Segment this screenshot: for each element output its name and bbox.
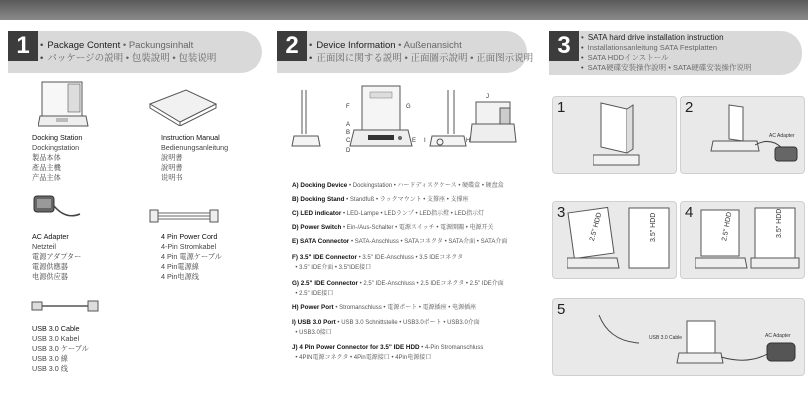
install-step-2 bbox=[680, 96, 805, 174]
usb-cable-label: USB 3.0 Cable USB 3.0 Kabel USB 3.0 ケーブル USB 3.0 線 USB 3.0 线 bbox=[32, 324, 89, 373]
diagram-label-i: I bbox=[424, 138, 426, 144]
diagram-label-f: F bbox=[346, 104, 350, 110]
docking-station-label: Docking Station Dockingstation 製品本体 產品主機 产品主体 bbox=[32, 133, 83, 182]
step-4-hdd-label-2: 3.5" HDD bbox=[776, 208, 783, 238]
device-item-i: I) USB 3.0 Port • USB 3.0 Schnittstelle • USB3.0ポート • USB3.0介面 • USB3.0接口 bbox=[292, 319, 480, 336]
section-1-number: 1 bbox=[8, 31, 38, 61]
step-3-hdd-label: 2.5" HDD bbox=[588, 211, 604, 242]
device-item-c: C) LED indicator • LED-Lampe • LEDランプ • LED指示燈 • LED指示灯 bbox=[292, 210, 485, 217]
usb-cable-illustration bbox=[30, 298, 100, 314]
device-diagram bbox=[288, 82, 528, 164]
section-1-subtitle: • パッケージの説明 • 包裝說明 • 包装说明 bbox=[40, 53, 216, 65]
device-item-b: B) Docking Stand • Standfuß • ラックマウント • 支撐座 • 支撑座 bbox=[292, 196, 469, 203]
instruction-manual-illustration bbox=[148, 88, 218, 126]
step-4-hdd-label: 2.5" HDD bbox=[721, 211, 734, 242]
ac-adapter-label: AC Adapter Netzteil 電源アダプター 電源供應器 电源供应器 bbox=[32, 232, 82, 281]
section-3-sub-jp: • SATA HDDインストール bbox=[581, 53, 669, 63]
device-item-g: G) 2.5" IDE Connector • 2.5" IDE-Anschluss • 2.5 IDEコネクタ • 2.5" IDE介面 • 2.5" IDE接口 bbox=[292, 280, 504, 297]
step-4-illustration bbox=[695, 206, 801, 276]
step-5-ac-adapter-label: AC Adapter bbox=[765, 333, 791, 339]
device-item-h: H) Power Port • Stromanschluss • 電源ポート • 電源插座 • 电源插座 bbox=[292, 304, 477, 311]
diagram-label-b: B bbox=[346, 130, 351, 136]
section-3-title: • SATA hard drive installation instruction bbox=[581, 33, 724, 43]
step-1-number: 1 bbox=[557, 99, 566, 116]
section-2-header bbox=[277, 31, 534, 73]
step-2-illustration bbox=[699, 101, 803, 171]
diagram-label-h: H bbox=[466, 138, 471, 144]
step-5-illustration bbox=[579, 301, 803, 373]
diagram-label-g: G bbox=[406, 104, 411, 110]
diagram-label-e: E bbox=[412, 138, 417, 144]
install-step-4 bbox=[680, 201, 805, 279]
step-1-illustration bbox=[593, 101, 641, 169]
section-1-header bbox=[8, 31, 262, 73]
section-1-title: • Package Content • Packungsinhalt bbox=[40, 40, 193, 52]
diagram-label-c: C bbox=[346, 138, 351, 144]
install-step-1 bbox=[552, 96, 677, 174]
step-2-number: 2 bbox=[685, 99, 694, 116]
section-2-subtitle: • 正面図に関する説明 • 正面圖示說明 • 正面图示说明 bbox=[309, 53, 533, 65]
install-step-3 bbox=[552, 201, 677, 279]
device-item-a: A) Docking Device • Dockingstation • ハードディスクケース • 硬碟盒 • 硬盘盒 bbox=[292, 182, 504, 189]
docking-station-illustration bbox=[38, 80, 92, 132]
ac-adapter-illustration bbox=[32, 192, 82, 226]
step-5-usb-cable-label: USB 3.0 Cable bbox=[649, 335, 683, 341]
power-cord-label: 4 Pin Power Cord 4-Pin Stromkabel 4 Pin 電源ケーブル 4 Pin電源線 4 Pin电源线 bbox=[161, 232, 222, 281]
diagram-label-d: D bbox=[346, 148, 351, 154]
device-item-j: J) 4 Pin Power Connector for 3.5" IDE HDD • 4-Pin Stromanschluss • 4PIN電源コネクタ • 4Pin電源接口 • 4Pin电源接口 bbox=[292, 344, 484, 361]
diagram-label-a: A bbox=[346, 122, 351, 128]
section-3-sub-cn: • SATA硬碟安裝操作說明 • SATA硬碟安装操作说明 bbox=[581, 63, 751, 73]
section-3-header bbox=[549, 31, 802, 75]
device-item-d: D) Power Switch • Ein-/Aus-Schalter • 電源スイッチ • 電源開關 • 电源开关 bbox=[292, 224, 494, 231]
section-2-title: • Device Information • Außenansicht bbox=[309, 40, 462, 52]
diagram-label-j: J bbox=[486, 94, 489, 100]
step-3-illustration bbox=[567, 206, 673, 276]
power-cord-illustration bbox=[148, 206, 220, 226]
step-5-number: 5 bbox=[557, 301, 566, 318]
device-item-e: E) SATA Connector • SATA-Anschluss • SATAコネクタ • SATA介面 • SATA介面 bbox=[292, 238, 508, 245]
step-2-ac-adapter-label: AC Adapter bbox=[769, 133, 795, 139]
step-3-number: 3 bbox=[557, 204, 566, 221]
device-item-f: F) 3.5" IDE Connector • 3.5" IDE-Anschluss • 3.5 IDEコネクタ • 3.5" IDE介面 • 3.5"IDE接口 bbox=[292, 254, 464, 271]
section-2-number: 2 bbox=[277, 31, 307, 61]
step-3-hdd-label-2: 3.5" HDD bbox=[650, 212, 657, 242]
instruction-manual-label: Instruction Manual Bedienungsanleitung 說明書 說明書 说明书 bbox=[161, 133, 229, 182]
section-3-sub-de: • Installationsanleitung SATA Festplatten bbox=[581, 43, 717, 53]
section-3-number: 3 bbox=[549, 31, 579, 61]
install-step-5 bbox=[552, 298, 805, 376]
top-header-bar bbox=[0, 0, 808, 20]
step-4-number: 4 bbox=[685, 204, 694, 221]
